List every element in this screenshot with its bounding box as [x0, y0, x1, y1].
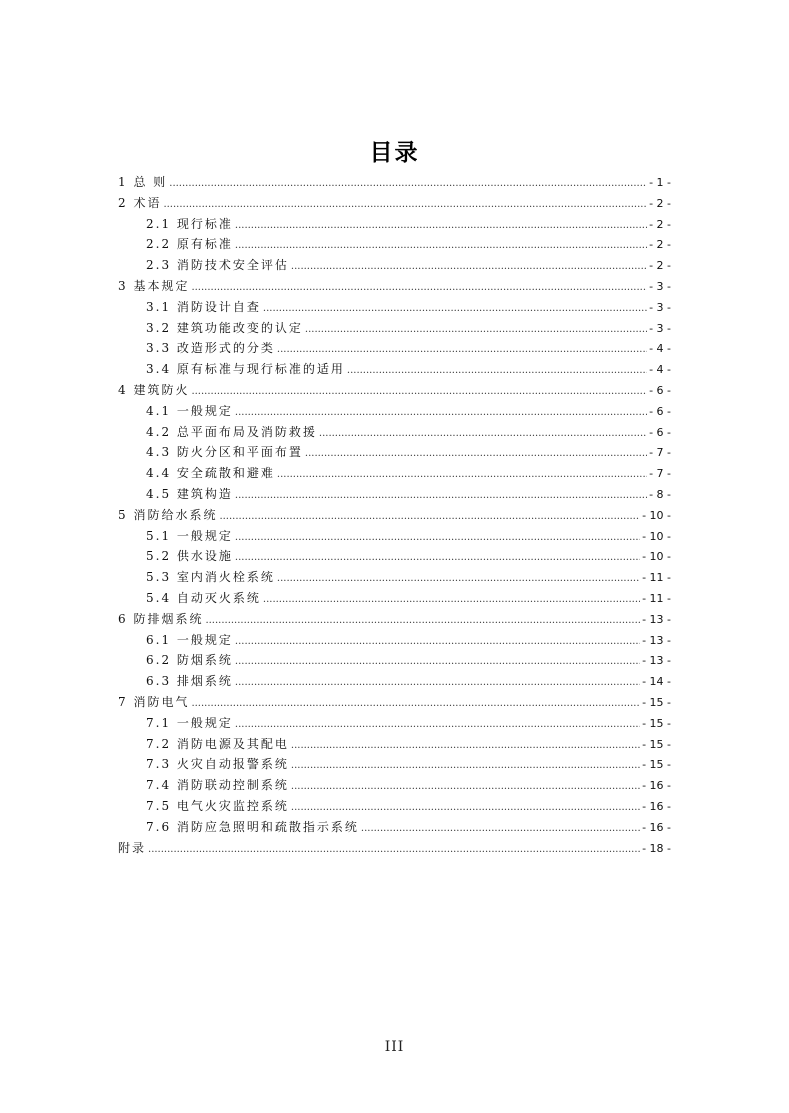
toc-entry-page: - 2 - — [649, 217, 671, 231]
toc-entry-page: - 16 - — [642, 779, 671, 793]
toc-entry[interactable] — [0, 754, 789, 775]
toc-entry[interactable] — [0, 526, 789, 547]
toc-entry-label: 7.5 电气火灾监控系统 — [146, 798, 289, 813]
toc-entry-page: - 15 - — [642, 758, 671, 772]
toc-entry[interactable] — [0, 380, 789, 401]
toc-entry[interactable] — [0, 713, 789, 734]
toc-dot-leader — [235, 403, 647, 424]
toc-entry[interactable] — [0, 297, 789, 318]
toc-dot-leader — [319, 424, 647, 445]
toc-entry[interactable] — [0, 338, 789, 359]
toc-entry-page: - 6 - — [649, 404, 671, 418]
toc-entry-page: - 10 - — [642, 550, 671, 564]
toc-entry[interactable] — [0, 650, 789, 671]
toc-entry-label: 7.2 消防电源及其配电 — [146, 736, 289, 751]
toc-entry[interactable] — [0, 172, 789, 193]
toc-entry-label: 4.4 安全疏散和避难 — [146, 466, 275, 481]
toc-dot-leader — [277, 569, 640, 590]
toc-entry[interactable] — [0, 505, 789, 526]
toc-entry-page: - 2 - — [649, 259, 671, 273]
toc-dot-leader — [305, 444, 647, 465]
toc-dot-leader — [235, 548, 640, 569]
toc-entry-page: - 8 - — [649, 487, 671, 501]
toc-entry[interactable] — [0, 692, 789, 713]
toc-entry-page: - 10 - — [642, 529, 671, 543]
toc-entry-page: - 13 - — [642, 612, 671, 626]
toc-entry-label: 7 消防电气 — [118, 694, 190, 709]
toc-entry-label: 5.4 自动灭火系统 — [146, 590, 261, 605]
toc-entry-label: 3.1 消防设计自查 — [146, 299, 261, 314]
toc-entry[interactable] — [0, 838, 789, 859]
toc-entry-page: - 3 - — [649, 300, 671, 314]
toc-entry-page: - 16 - — [642, 799, 671, 813]
toc-entry-label: 2.3 消防技术安全评估 — [146, 258, 289, 273]
toc-entry-label: 7.6 消防应急照明和疏散指示系统 — [146, 819, 359, 834]
toc-entry-page: - 15 - — [642, 716, 671, 730]
toc-entry[interactable] — [0, 214, 789, 235]
page-title: 目录 — [369, 140, 420, 166]
toc-entry-label: 2.1 现行标准 — [146, 216, 233, 231]
toc-entry-label: 5.3 室内消火栓系统 — [146, 570, 275, 585]
toc-entry-page: - 2 - — [649, 196, 671, 210]
toc-entry-page: - 18 - — [642, 841, 671, 855]
toc-entry[interactable] — [0, 567, 789, 588]
toc-entry-label: 附录 — [118, 840, 147, 855]
toc-entry-label: 4.5 建筑构造 — [146, 486, 233, 501]
toc-entry[interactable] — [0, 671, 789, 692]
toc-entry[interactable] — [0, 630, 789, 651]
toc-entry-label: 4 建筑防火 — [118, 382, 190, 397]
toc-entry[interactable] — [0, 234, 789, 255]
toc-entry-label: 2 术语 — [118, 195, 162, 210]
toc-dot-leader — [305, 320, 647, 341]
toc-entry-page: - 6 - — [649, 425, 671, 439]
toc-entry-page: - 11 - — [642, 591, 671, 605]
toc-entry[interactable] — [0, 463, 789, 484]
toc-entry-page: - 6 - — [649, 383, 671, 397]
toc-entry-page: - 7 - — [649, 446, 671, 460]
toc-dot-leader — [235, 652, 640, 673]
toc-entry[interactable] — [0, 401, 789, 422]
toc-entry-label: 4.2 总平面布局及消防救援 — [146, 424, 317, 439]
toc-entry[interactable] — [0, 817, 789, 838]
toc-entry-label: 4.3 防火分区和平面布置 — [146, 445, 303, 460]
toc-entry-label: 5.1 一般规定 — [146, 528, 233, 543]
toc-dot-leader — [235, 236, 647, 257]
toc-entry[interactable] — [0, 422, 789, 443]
toc-entry[interactable] — [0, 609, 789, 630]
toc-entry[interactable] — [0, 359, 789, 380]
toc-entry-label: 4.1 一般规定 — [146, 403, 233, 418]
toc-entry-label: 7.4 消防联动控制系统 — [146, 778, 289, 793]
toc-entry-label: 6.1 一般规定 — [146, 632, 233, 647]
toc-entry[interactable] — [0, 193, 789, 214]
toc-entry[interactable] — [0, 276, 789, 297]
toc-dot-leader — [291, 257, 647, 278]
toc-entry-page: - 3 - — [649, 279, 671, 293]
toc-dot-leader — [291, 756, 640, 777]
toc-dot-leader — [291, 798, 640, 819]
toc-dot-leader — [235, 632, 640, 653]
toc-entry-page: - 15 - — [642, 695, 671, 709]
toc-entry-label: 3 基本规定 — [118, 278, 190, 293]
toc-dot-leader — [263, 299, 647, 320]
toc-entry-label: 6.2 防烟系统 — [146, 653, 233, 668]
toc-entry-page: - 16 - — [642, 820, 671, 834]
toc-dot-leader — [191, 382, 647, 403]
toc-entry-label: 1 总 则 — [118, 175, 168, 189]
toc-dot-leader — [361, 819, 640, 840]
toc-entry-page: - 13 - — [642, 654, 671, 668]
toc-dot-leader — [347, 361, 647, 382]
toc-entry-label: 7.1 一般规定 — [146, 715, 233, 730]
toc-entry[interactable] — [0, 546, 789, 567]
page-number: III — [384, 1039, 405, 1055]
table-of-contents — [0, 172, 789, 858]
toc-dot-leader — [235, 216, 647, 237]
toc-dot-leader — [219, 507, 640, 528]
toc-entry[interactable] — [0, 775, 789, 796]
toc-entry[interactable] — [0, 255, 789, 276]
toc-dot-leader — [277, 340, 647, 361]
toc-entry-page: - 10 - — [642, 508, 671, 522]
toc-entry-page: - 4 - — [649, 342, 671, 356]
toc-dot-leader — [235, 715, 640, 736]
toc-entry-label: 2.2 原有标准 — [146, 237, 233, 252]
toc-entry-page: - 2 - — [649, 238, 671, 252]
toc-dot-leader — [235, 528, 640, 549]
toc-dot-leader — [205, 611, 640, 632]
toc-dot-leader — [191, 278, 647, 299]
toc-dot-leader — [291, 777, 640, 798]
toc-dot-leader — [263, 590, 640, 611]
toc-entry[interactable] — [0, 484, 789, 505]
toc-entry-label: 6 防排烟系统 — [118, 611, 204, 626]
toc-entry-label: 3.3 改造形式的分类 — [146, 341, 275, 356]
toc-dot-leader — [291, 736, 640, 757]
toc-dot-leader — [277, 465, 647, 486]
toc-entry-label: 7.3 火灾自动报警系统 — [146, 757, 289, 772]
toc-entry[interactable] — [0, 796, 789, 817]
toc-dot-leader — [169, 174, 647, 195]
toc-entry-label: 6.3 排烟系统 — [146, 674, 233, 689]
toc-entry-page: - 7 - — [649, 467, 671, 481]
toc-entry-page: - 13 - — [642, 633, 671, 647]
toc-entry-label: 5 消防给水系统 — [118, 507, 218, 522]
toc-entry[interactable] — [0, 734, 789, 755]
toc-entry-page: - 4 - — [649, 363, 671, 377]
toc-dot-leader — [191, 694, 640, 715]
toc-entry-page: - 3 - — [649, 321, 671, 335]
toc-dot-leader — [235, 673, 640, 694]
toc-entry-label: 3.2 建筑功能改变的认定 — [146, 320, 303, 335]
toc-entry-label: 5.2 供水设施 — [146, 549, 233, 564]
toc-entry-page: - 15 - — [642, 737, 671, 751]
toc-dot-leader — [148, 840, 640, 861]
toc-entry[interactable] — [0, 442, 789, 463]
toc-entry-page: - 14 - — [642, 675, 671, 689]
toc-entry-page: - 11 - — [642, 571, 671, 585]
toc-entry[interactable] — [0, 588, 789, 609]
toc-dot-leader — [235, 486, 647, 507]
toc-entry[interactable] — [0, 318, 789, 339]
toc-entry-page: - 1 - — [649, 176, 671, 189]
toc-dot-leader — [163, 195, 647, 216]
toc-entry-label: 3.4 原有标准与现行标准的适用 — [146, 362, 345, 377]
